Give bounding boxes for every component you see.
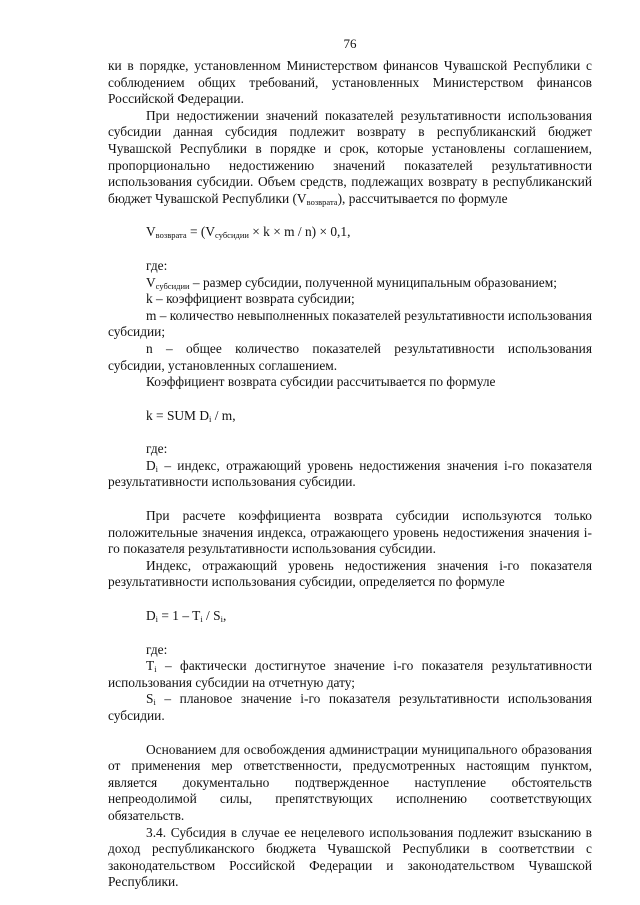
paragraph-index-intro: Индекс, отражающий уровень недостижения значения i-го показателя результативности использования субсидии, определяется по формуле — [108, 557, 592, 590]
where-label: где: — [146, 441, 168, 457]
formula-refund-volume: $V_{возврата} = (V_{субсидии} \times k \times m / n) \times 0,1$, — [146, 224, 351, 241]
paragraph-refund-rule — [108, 108, 592, 208]
subscript: возврата — [306, 196, 338, 207]
definition-k: k – коэффициент возврата субсидии; — [146, 291, 355, 307]
paragraph-positive-values: При расчете коэффициента возврата субсидии используются только положительные значения индекса, отражающего уровень недостижения значения i-го показателя результативности использования субсидии. — [108, 508, 592, 557]
formula-index: $D_i = 1 - T_i / S_i$, — [146, 608, 227, 625]
definition-t: $T_i$ – фактически достигнутое значение i-го показателя результативности использования субсидии на отчетную дату; — [108, 658, 592, 690]
paragraph-text: При недостижении значений показателей результативности использования субсидии данная субсидия подлежит возврату в республиканский бюджет Чувашской Республики в порядке и срок, которые установлены соглашением, пропорционально недостижению значений показателей результативности использования субсидии. Объем средств, подлежащих возврату в республиканский бюджет Чувашской Республики (V — [108, 107, 592, 206]
paragraph-text: ), рассчитывается по формуле — [337, 190, 508, 206]
paragraph-continuation: ки в порядке, установленном Министерством финансов Чувашской Республики с соблюдением общих требований, установленных Министерством финансов Российской Федерации. — [108, 58, 592, 107]
coefficient-intro: Коэффициент возврата субсидии рассчитывается по формуле — [146, 374, 496, 390]
where-label: где: — [146, 257, 168, 273]
definition-d: $D_i$ – индекс, отражающий уровень недостижения значения i-го показателя результативности использования субсидии. — [108, 457, 592, 490]
definition-n: n – общее количество показателей результативности использования субсидии, установленных соглашением. — [108, 340, 592, 373]
paragraph-3-4: 3.4. Субсидия в случае ее нецелевого использования подлежит взысканию в доход республиканского бюджета Чувашской Республики в соответствии с законодательством Российской Федерации и законодательством Чувашской Республики. — [108, 824, 592, 890]
formula-coefficient: k = SUM $D_i$ / m, — [146, 407, 236, 424]
paragraph-force-majeure: Основанием для освобождения администрации муниципального образования от применения мер ответственности, предусмотренных настоящим пунктом, является документально подтвержденное наступление обстоятельств непреодолимой силы, препятствующих исполнению соответствующих обязательств. — [108, 741, 592, 823]
page-number: 76 — [343, 36, 357, 51]
where-label: где: — [146, 641, 168, 657]
definition-v-subsidy: $V_{субсидии}$ – размер субсидии, полученной муниципальным образованием; — [146, 274, 557, 291]
definition-m: m – количество невыполненных показателей результативности использования субсидии; — [108, 307, 593, 340]
definition-s: $S_i$ – плановое значение i-го показателя результативности использования субсидии. — [108, 691, 592, 723]
